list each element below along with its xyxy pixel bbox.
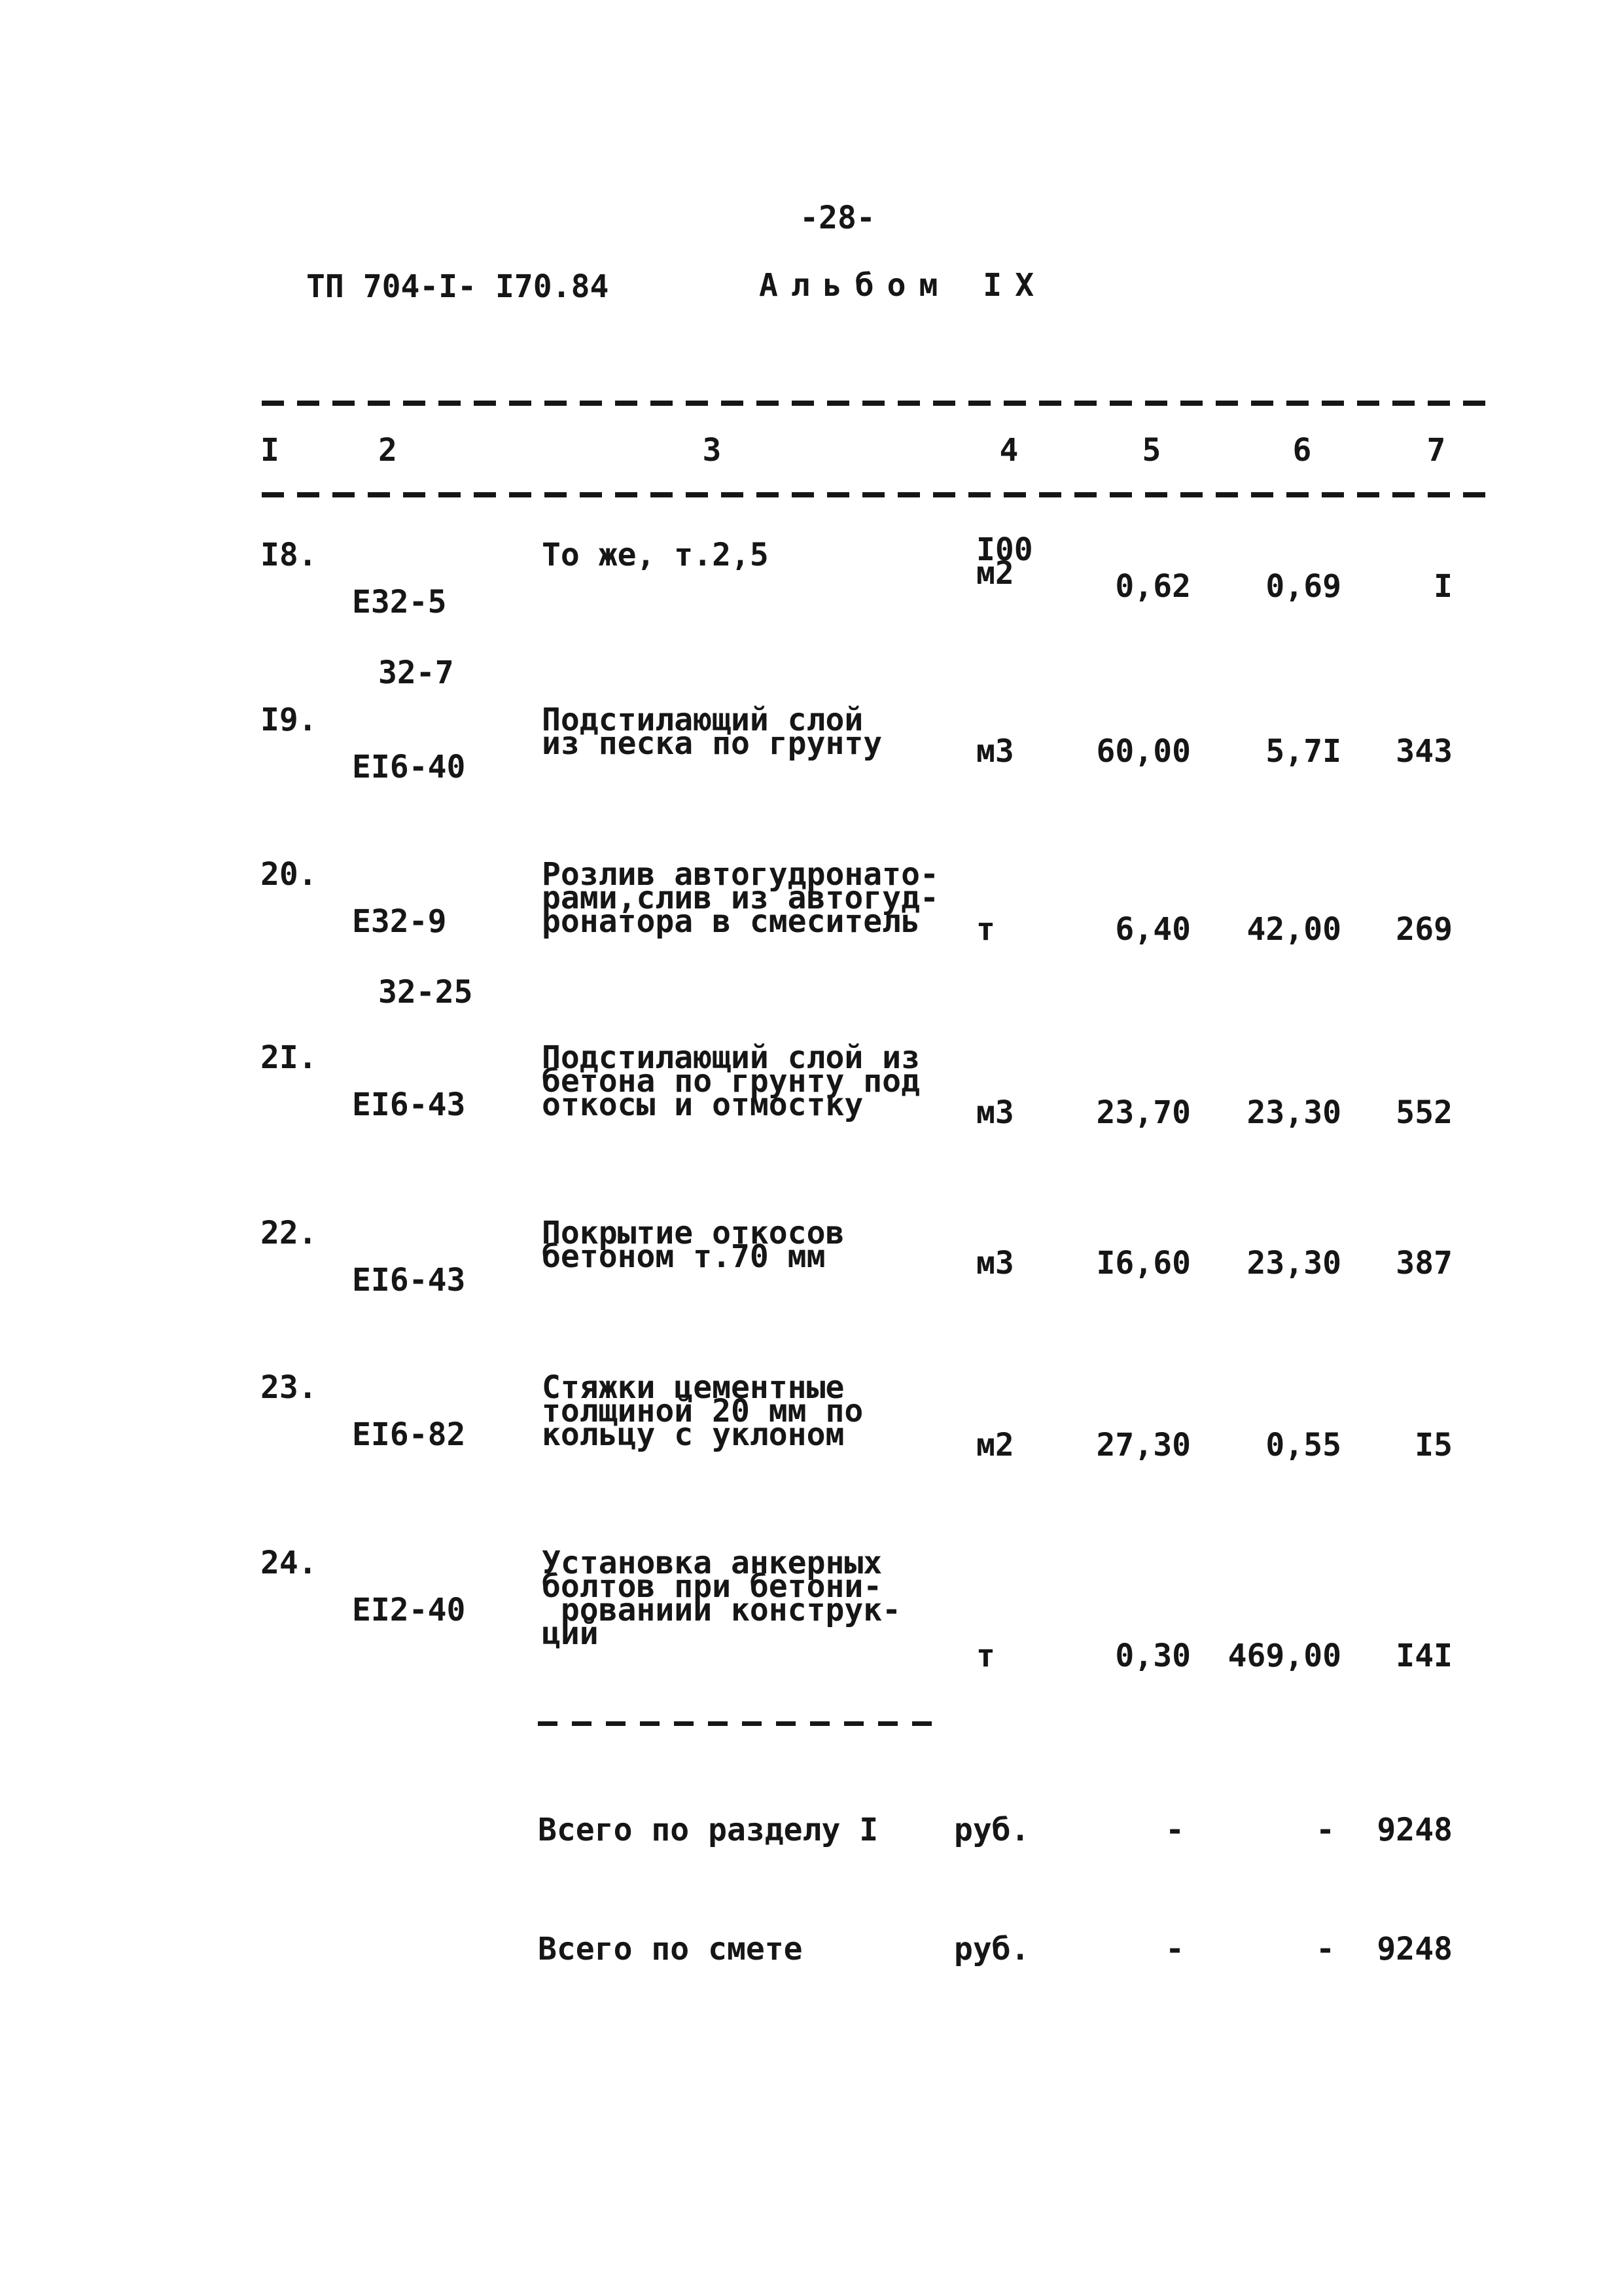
row-price: 469,00	[1227, 1638, 1341, 1674]
row-description: Розлив автогудронато- рами,слив из автогуд- ронатора в смеситель	[542, 856, 939, 940]
row-quantity: 27,30	[1096, 1427, 1191, 1463]
row-total: I	[1434, 568, 1453, 605]
total-sum: 9248	[1377, 1931, 1453, 1967]
row-total: 343	[1396, 733, 1453, 770]
row-price: 5,7I	[1265, 733, 1341, 770]
row-number: 24.	[260, 1545, 317, 1581]
row-unit: м3	[976, 1245, 1014, 1282]
document-code: ТП 704-I- I70.84	[306, 268, 609, 305]
total-sum: 9248	[1377, 1812, 1453, 1848]
row-code	[352, 1221, 522, 1339]
total-quantity: -	[1165, 1931, 1184, 1967]
row-price: 0,55	[1265, 1427, 1341, 1463]
row-quantity: I6,60	[1096, 1245, 1191, 1282]
row-description: Установка анкерных болтов при бетони- рованиии конструк- ций	[542, 1545, 902, 1652]
column-header-4: 4	[999, 432, 1019, 469]
row-code	[352, 543, 522, 732]
row-total: 552	[1396, 1094, 1453, 1131]
column-header-5: 5	[1142, 432, 1161, 469]
page-number: -28-	[800, 200, 875, 236]
row-code-line: 32-7	[378, 655, 454, 691]
row-unit: т	[976, 1638, 995, 1674]
column-header-2: 2	[378, 432, 397, 469]
total-unit: руб.	[954, 1931, 1030, 1967]
row-price: 23,30	[1246, 1094, 1341, 1131]
total-price: -	[1316, 1812, 1335, 1848]
row-total: 269	[1396, 911, 1453, 948]
table-header-rule	[262, 492, 1492, 497]
row-code	[352, 863, 522, 1051]
table-top-rule	[262, 401, 1492, 406]
row-number: I8.	[260, 537, 317, 573]
row-description: Покрытие откосов бетоном т.70 мм	[542, 1215, 845, 1275]
row-code-line: ЕI6-40	[352, 749, 466, 785]
total-price: -	[1316, 1931, 1335, 1967]
row-quantity: 60,00	[1096, 733, 1191, 770]
column-header-7: 7	[1426, 432, 1446, 469]
row-description: Стяжки цементные толщиной 20 мм по кольцу с уклоном	[542, 1369, 864, 1453]
row-total: I5	[1415, 1427, 1453, 1463]
column-header-1: I	[260, 432, 279, 469]
row-description: То же, т.2,5	[542, 537, 769, 573]
row-code-line: ЕI6-43	[352, 1262, 466, 1299]
total-unit: руб.	[954, 1812, 1030, 1848]
album-label: Альбом IX	[759, 267, 1048, 304]
row-code-line: ЕI6-82	[352, 1416, 466, 1453]
row-code-line: ЕI6-43	[352, 1086, 466, 1123]
row-code	[352, 1376, 522, 1494]
column-header-6: 6	[1292, 432, 1312, 469]
row-price: 23,30	[1246, 1245, 1341, 1282]
row-unit: м3	[976, 733, 1014, 770]
subtotal-rule	[538, 1721, 944, 1726]
row-unit: м2	[976, 1427, 1014, 1463]
row-price: 0,69	[1265, 568, 1341, 605]
total-quantity: -	[1165, 1812, 1184, 1848]
row-code-line: 32-25	[378, 974, 473, 1011]
row-total: 387	[1396, 1245, 1453, 1282]
row-quantity: 6,40	[1115, 911, 1191, 948]
row-number: 20.	[260, 856, 317, 893]
row-number: 2I.	[260, 1039, 317, 1076]
row-number: 23.	[260, 1369, 317, 1406]
row-quantity: 0,30	[1115, 1638, 1191, 1674]
row-number: I9.	[260, 702, 317, 738]
row-quantity: 0,62	[1115, 568, 1191, 605]
total-label: Всего по разделу I	[538, 1812, 879, 1848]
column-header-3: 3	[702, 432, 722, 469]
row-quantity: 23,70	[1096, 1094, 1191, 1131]
total-label: Всего по смете	[538, 1931, 803, 1967]
row-total: I4I	[1396, 1638, 1453, 1674]
row-description: Подстилающий слой из песка по грунту	[542, 702, 883, 762]
row-unit: м3	[976, 1094, 1014, 1131]
row-description: Подстилающий слой из бетона по грунту под откосы и отмостку	[542, 1039, 920, 1123]
row-unit: I00 м2	[976, 531, 1033, 592]
row-code	[352, 1046, 522, 1164]
row-code-line: Е32-9	[352, 903, 447, 940]
row-number: 22.	[260, 1215, 317, 1251]
row-code-line: Е32-5	[352, 584, 447, 620]
row-code	[352, 708, 522, 826]
row-price: 42,00	[1246, 911, 1341, 948]
row-code-line: ЕI2-40	[352, 1592, 466, 1628]
row-code	[352, 1551, 522, 1669]
row-unit: т	[976, 911, 995, 948]
